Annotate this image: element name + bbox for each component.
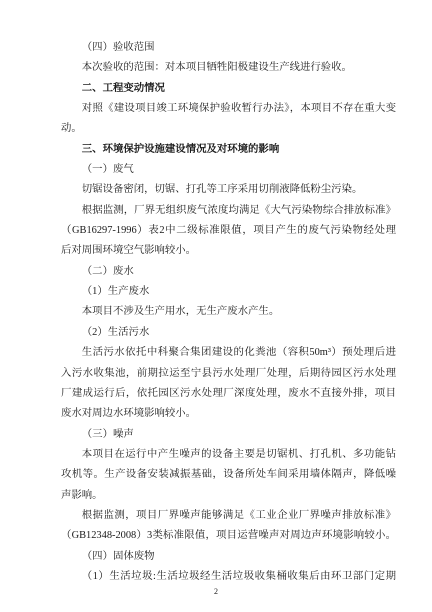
paragraph-line: 厂建成运行后，依托园区污水处理厂深度处理，废水不直接外排，项目 <box>61 387 396 399</box>
paragraph-line: 本项目在运行中产生噪声的设备主要是切锯机、打孔机、多功能钻 <box>81 448 396 460</box>
item-heading: （1）生产废水 <box>81 286 150 298</box>
item-heading: （2）生活污水 <box>81 326 150 338</box>
paragraph-line: 本次验收的范围：对本项目牺牲阳极建设生产线进行验收。 <box>81 62 352 74</box>
section-heading: 二、工程变动情况 <box>81 82 165 94</box>
paragraph-line: （GB16297-1996）表2中二级标准限值，项目产生的废气污染物经处理 <box>61 225 396 237</box>
paragraph-line: 生活污水依托中科聚合集团建设的化粪池（容积50m³）预处理后进 <box>81 347 396 359</box>
wastewater-subsection <box>61 262 396 425</box>
acceptance-scope-section <box>61 38 396 79</box>
paragraph-line: 根据监测，项目厂界噪声能够满足《工业企业厂界噪声排放标准》 <box>81 509 396 521</box>
subsection-heading: （四）固体废物 <box>81 550 155 562</box>
paragraph-line: （1）生活垃圾:生活垃圾经生活垃圾收集桶收集后由环卫部门定期 <box>81 570 396 582</box>
subsection-heading: （三）噪声 <box>81 428 134 440</box>
paragraph-line: 动。 <box>61 123 82 135</box>
waste-gas-subsection <box>61 160 396 262</box>
subsection-heading: （四）验收范围 <box>81 42 155 53</box>
document-page <box>61 38 396 587</box>
subsection-heading: （一）废气 <box>81 164 134 176</box>
paragraph-line: 废水对周边水环境影响较小。 <box>61 408 197 420</box>
paragraph-line: 对照《建设项目竣工环境保护验收暂行办法》，本项目不存在重大变 <box>81 103 396 115</box>
paragraph-line: （GB12348-2008）3类标准限值，项目运营噪声对周边声环境影响较小。 <box>61 530 396 542</box>
subsection-heading: （二）废水 <box>81 265 134 277</box>
paragraph-line: 本项目不涉及生产用水，无生产废水产生。 <box>81 306 280 318</box>
paragraph-line: 根据监测，厂界无组织废气浓度均满足《大气污染物综合排放标准》 <box>81 204 396 216</box>
paragraph-line: 后对周围环境空气影响较小。 <box>61 245 197 257</box>
paragraph-line: 切锯设备密闭，切锯、打孔等工序采用切削液降低粉尘污染。 <box>81 184 363 196</box>
paragraph-line: 攻机等。生产设备安装减振基础，设备所处车间采用墙体隔声，降低噪 <box>61 469 396 481</box>
environmental-protection-section <box>61 140 396 588</box>
section-heading: 三、环境保护设施建设情况及对环境的影响 <box>81 143 280 155</box>
noise-subsection <box>61 425 396 547</box>
project-changes-section <box>61 79 396 140</box>
page-number: 2 <box>214 587 218 596</box>
paragraph-line: 声影响。 <box>61 489 103 501</box>
paragraph-line: 入污水收集池，前期拉运至宁县污水处理厂处理，后期待园区污水处理 <box>61 367 396 379</box>
solid-waste-subsection <box>61 547 396 588</box>
